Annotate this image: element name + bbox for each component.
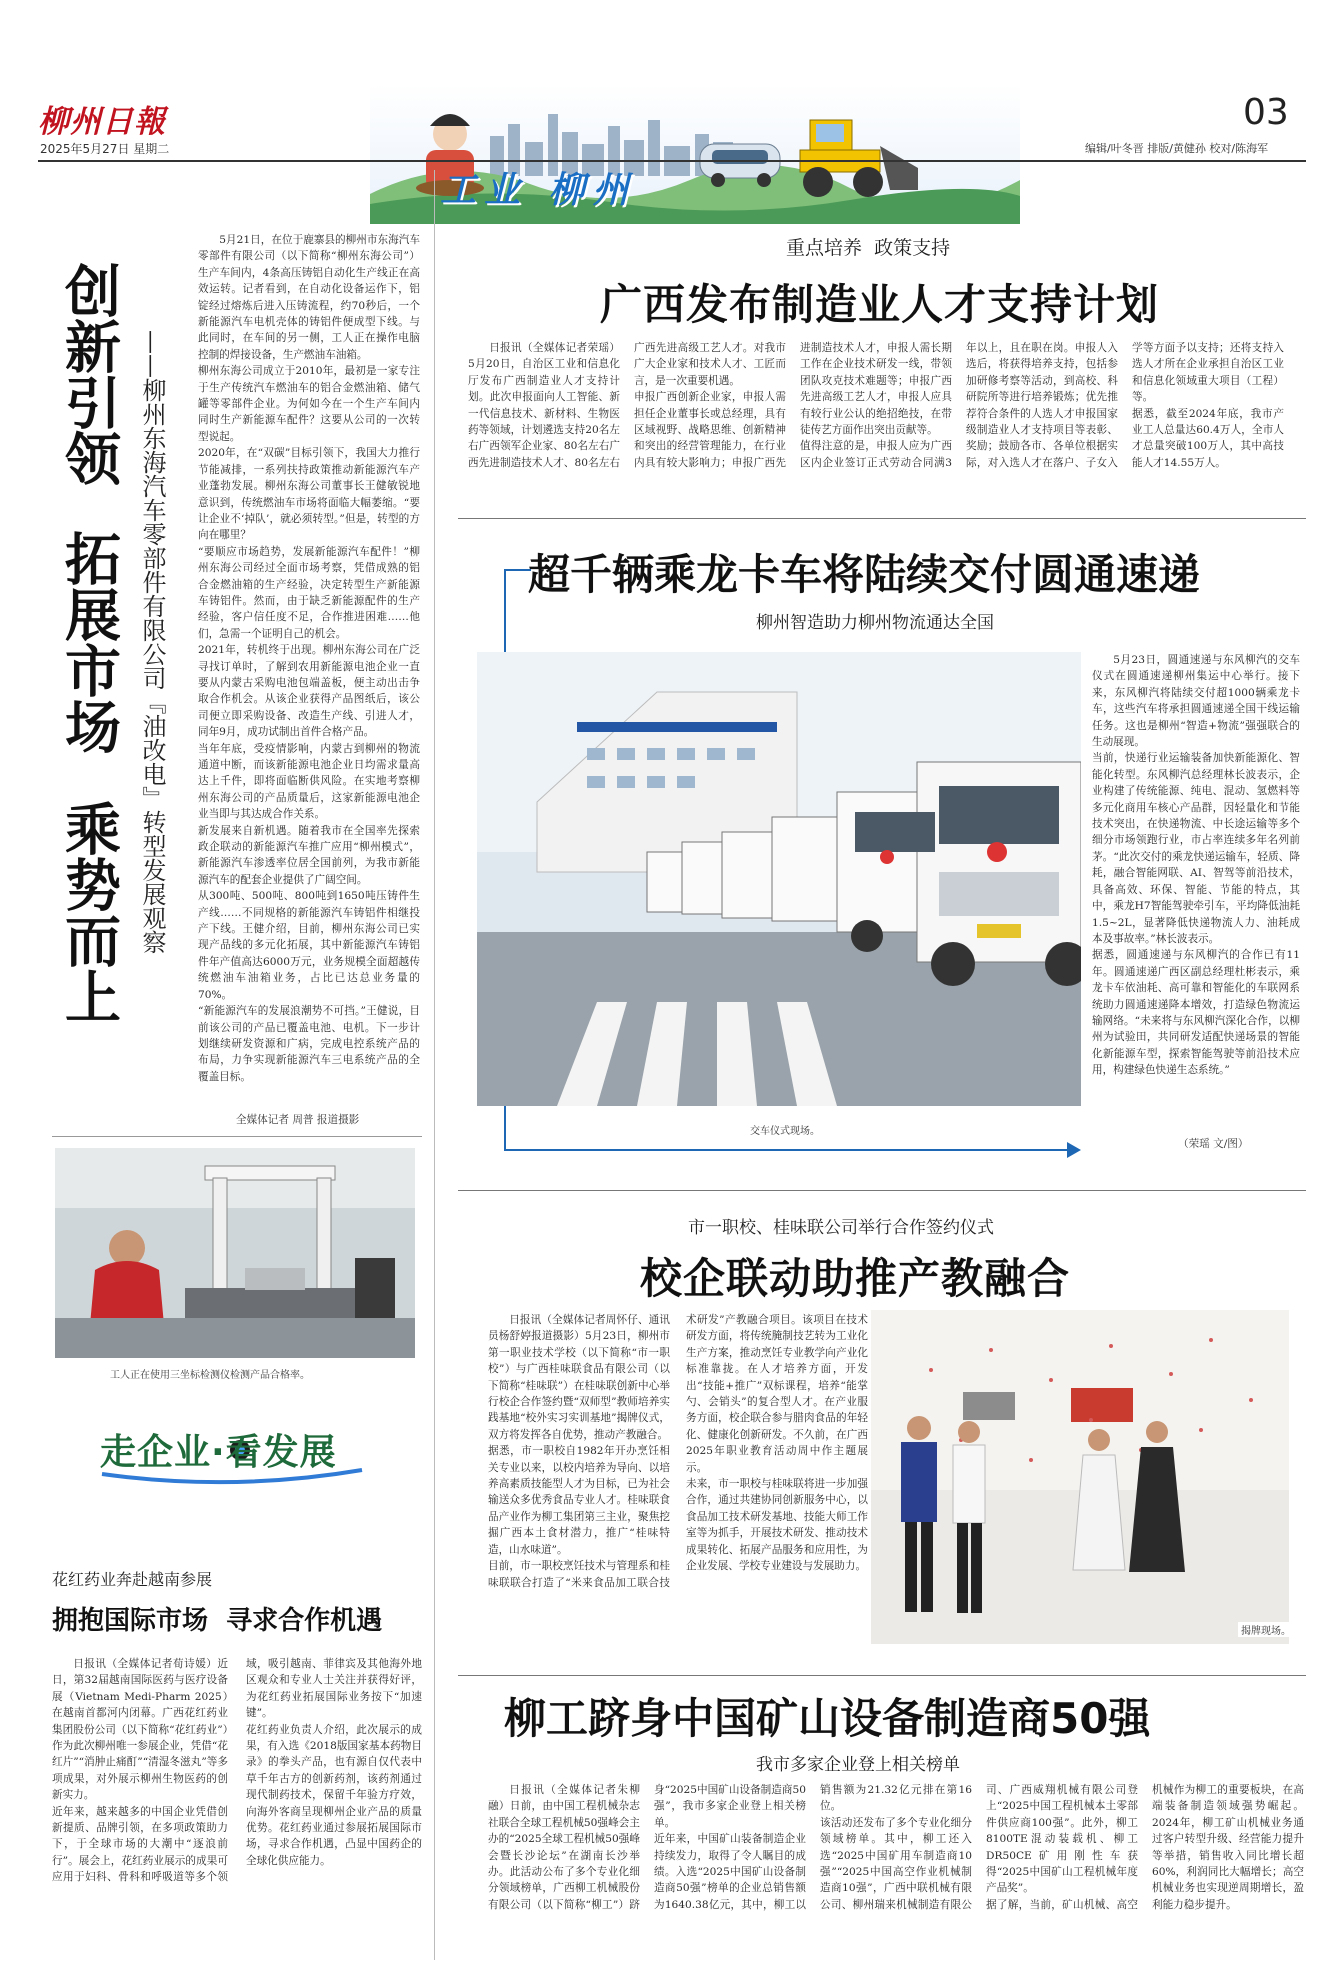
liugong-article-body: 日报讯（全媒体记者朱柳融）日前，由中国工程机械杂志社联合全球工程机械50强峰会主办的“2025全球工程机械50强峰会暨长沙论坛”在湖南长沙举办。此活动公布了多个专业化细分领域榜单，广西柳工机械股份有限公司（以下简称“柳工”）跻身“2025中国矿山设备制造商50强”，我市多家企业登上相关榜单。 近年来，中国矿山装备制造企业持续发力，取得了令人瞩目的成绩。入选“2025中国矿山设备制造商50强”榜单的企业总销售额为1640.38亿元，其中，柳工以销售额为21.32亿元排在第16位。 该活动还发布了多个专业化细分领域榜单。其中，柳工还入选“2025中国矿用车制造商10强”“2025中国高空作业机械制造商10强”，广西中联机械有限公司、柳州瑞来机械制造有限公司、广西威翔机械有限公司登上“2025中国工程机械本土零部件供应商100强”。此外，柳工8100TE混动装载机、柳工DR50CE矿用刚性车获得“2025中国矿山工程机械年度产品奖”。 据了解，当前，矿山机械、高空机械作为柳工的重要板块，在高端装备制造领域强势崛起。2024年，柳工矿山机械业务通过客户转型升级、经营能力提升等举措，销售收入同比增长超60%，利润同比大幅增长；高空机械业务也实现逆周期增长，盈利能力稳步提升。: [488, 1784, 1304, 1911]
truck-headline: 超千辆乘龙卡车将陆续交付圆通速递: [528, 550, 1201, 599]
talent-divider: [458, 518, 1306, 519]
left-article-byline: 全媒体记者 周普 报道摄影: [236, 1114, 360, 1126]
left-headline-col2: 拓展市场: [56, 530, 122, 754]
issue-date: 2025年5月27日 星期二: [40, 142, 170, 156]
pharma-kicker: 花红药业奔赴越南参展: [52, 1570, 213, 1589]
school-divider: [458, 1675, 1306, 1676]
talent-kicker: 重点培养 政策支持: [786, 237, 951, 259]
truck-delivery-photo: [477, 652, 1081, 1106]
truck-article-byline: （荣瑶 文/图）: [1178, 1138, 1249, 1150]
left-subtitle: ——柳州东海汽车零部件有限公司『油改电』转型发展观察: [138, 330, 166, 954]
column-logo-text: 走企业·看发展: [100, 1432, 337, 1473]
school-headline: 校企联动助推产教融合: [640, 1254, 1071, 1303]
left-headline-col3: 乘势而上: [56, 800, 122, 1024]
masthead-divider: [38, 160, 1306, 162]
left-headline-col1: 创新引领: [56, 262, 122, 486]
masthead-logo: 柳州日報: [38, 104, 166, 140]
inspection-photo: [55, 1148, 415, 1358]
pharma-headline: 拥抱国际市场 寻求合作机遇: [52, 1606, 383, 1636]
talent-headline: 广西发布制造业人才支持计划: [600, 280, 1160, 329]
page-number: 03: [1243, 92, 1289, 133]
liugong-headline: 柳工跻身中国矿山设备制造商50强: [504, 1694, 1151, 1743]
left-column-rule: [434, 170, 435, 1960]
liugong-subtitle: 我市多家企业登上相关榜单: [756, 1755, 960, 1775]
inspection-photo-caption: 工人正在使用三坐标检测仪检测产品合格率。: [110, 1370, 310, 1381]
left-article-body: 5月21日，在位于鹿寨县的柳州市东海汽车零部件有限公司（以下简称“柳州东海公司”）生产车间内，4条高压铸铝自动化生产线正在高效运转。记者看到，在自动化设备运作下，铝锭经过熔炼后进入压铸流程，约70秒后，一个新能源汽车电机壳体的铸铝件便成型下线。与此同时，在车间的另一侧，工人正在操作电脑控制的焊接设备，生产燃油车油箱。 柳州东海公司成立于2010年，最初是一家专注于生产传统汽车燃油车的铝合金燃油箱、储气罐等零部件企业。为何如今在一个生产车间内同时生产新能源车配件？这要从公司的一次转型说起。 2020年，在“双碳”目标引领下，我国大力推行节能减排，一系列扶持政策推动新能源汽车产业蓬勃发展。柳州东海公司董事长王健敏锐地意识到，传统燃油车市场将面临大幅萎缩。“要让企业不‘掉队’，就必须转型。”但是，转型的方向在哪里？ “要顺应市场趋势，发展新能源汽车配件！”柳州东海公司经过全面市场考察，凭借成熟的铝合金燃油箱的生产经验，决定转型生产新能源车铸铝件。然而，由于缺乏新能源配件的生产经验，客户信任度不足，合作推进困难……他们，急需一个证明自己的机会。 2021年，转机终于出现。柳州东海公司在广泛寻找订单时，了解到农用新能源电池企业一直要从内蒙古采购电池包端盖板，便主动出击争取合作机会。从该企业获得产品图纸后，该公司便立即采购设备、改造生产线、引进人才，同年9月，成功试制出首件合格产品。 当年年底，受疫情影响，内蒙古到柳州的物流通道中断，而该新能源电池企业日均需求量高达上千件，即将面临断供风险。在实地考察柳州东海公司的产品质量后，这家新能源电池企业当即与其达成合作关系。 新发展来自新机遇。随着我市在全国率先探索政企联动的新能源汽车推广应用“柳州模式”，新能源汽车渗透率位居全国前列，为我市新能源汽车的配套企业提供了广阔空间。 从300吨、500吨、800吨到1650吨压铸件生产线……不同规格的新能源汽车铸铝件相继投产下线。王健介绍，目前，柳州东海公司已实现产品线的多元化拓展，其中新能源汽车铸铝件年产值高达6000万元，业务规模全面超越传统燃油车油箱业务，占比已达总业务量的70%。 “新能源汽车的发展浪潮势不可挡。”王健说，目前该公司的产品已覆盖电池、电机。下一步计划继续研发资源和广病，完成电控系统产品的布局，力争实现新能源汽车三电系统产品的全覆盖目标。: [198, 234, 420, 1083]
section-banner: [370, 84, 1020, 224]
school-article-body: 日报讯（全媒体记者周怀仔、通讯员杨舒婷报道摄影）5月23日，柳州市第一职业技术学校（以下简称“市一职校”）与广西桂味联食品有限公司（以下简称“桂味联”）在桂味联创新中心举行校企合作签约暨“双师型”教师培养实践基地“校外实习实训基地”揭牌仪式，双方将发挥各自优势，推动产教融合。 据悉，市一职校自1982年开办烹饪相关专业以来，以校内培养为导向、以培养高素质技能型人才为目标，已为社会输送众多优秀食品专业人才。桂味联食品产业作为柳工集团第三主业，聚焦挖掘广西本土食材潜力，推广“桂味特造，山水味道”。 目前，市一职校烹饪技术与管理系和桂味联联合打造了“米来食品加工联合技术研发”产教融合项目。该项目在技术研发方面，将传统腌制技艺转为工业化生产方案，推动烹饪专业教学向产业化标准靠拢。在人才培养方面，开发出“技能+推广”双标课程，培养“能掌勺、会销头”的复合型人才。在产业服务方面，校企联合参与腊肉食品的年轻化、健康化创新研发。不久前，在广西2025年职业教育活动周中作主题展示。 未来，市一职校与桂味联将进一步加强合作，通过共建协同创新服务中心，以食品加工技术研发基地、技能大师工作室等为抓手，开展技术研发、推动技术成果转化、拓展产品服务和应用性，为企业发展、学校专业建设与发展助力。: [488, 1314, 868, 1589]
truck-photo-caption: 交车仪式现场。: [750, 1126, 820, 1137]
talent-article-body: 日报讯（全媒体记者荣瑶）5月20日，自治区工业和信息化厅发布广西制造业人才支持计划。此次申报面向人工智能、新一代信息技术、新材料、生物医药等领域，计划遴选支持20名左右广西领军企业家、80名左右广西先进制造技术人才、80名左右广西先进高级工艺人才。对我市广大企业家和技术人才、工匠而言，是一次重要机遇。 申报广西创新企业家，申报人需担任企业董事长或总经理，具有区域视野、战略思维、创新精神和突出的经营管理能力，在行业内具有较大影响力；申报广西先进制造技术人才，申报人需长期工作在企业技术研发一线，带领团队攻克技术难题等；申报广西先进高级工艺人才，申报人应具有较行业公认的绝招绝技，在带徒传艺方面作出突出贡献等。 值得注意的是，申报人应为广西区内企业签订正式劳动合同满3年以上，且在职在岗。申报人入选后，将获得培养支持，包括参加研修考察等活动，到高校、科研院所等进行培养锻炼；优先推荐符合条件的人选人才申报国家级制造业人才支持项目等表彰、奖励；鼓励各市、各单位根据实际，对入选人才在落户、子女入学等方面予以支持；还将支持入选人才所在企业承担自治区工业和信息化领域重大项目（工程）等。 据悉，截至2024年底，我市产业工人总量达60.4万人，全市人才总量突破100万人，其中高技能人才14.55万人。: [468, 342, 1284, 469]
left-article-divider: [52, 1136, 422, 1137]
pharma-article-body: 日报讯（全媒体记者荀诗媛）近日，第32届越南国际医药与医疗设备展（Vietnam Medi-Pharm 2025）在越南首都河内闭幕。广西花红药业集团股份公司（以下简称“花红药业”）作为此次柳州唯一参展企业，凭借“花红片”“消肿止痛酊”“清湿冬滋丸”等多项成果，对外展示柳州生物医药的创新实力。 近年来，越来越多的中国企业凭借创新提质、品牌引领，在多项政策助力下，于全球市场的大潮中“逐浪前行”。展会上，花红药业展示的成果可应用于妇科、骨科和呼吸道等多个领域，吸引越南、菲律宾及其他海外地区观众和专业人士关注并获得好评，为花红药业拓展国际业务按下“加速键”。 花红药业负责人介绍，此次展示的成果，有入选《2018版国家基本药物目录》的拳头产品，也有源自仅代表中草千年古方的创新药剂，该药剂通过现代制药技术，保留千年验方疗效，向海外客商呈现柳州企业产品的质量优势。花红药业通过参展拓展国际市场，寻求合作机遇，凸显中国药企的全球化供应能力。: [52, 1658, 422, 1884]
plaque-photo-caption: 揭牌现场。: [1238, 1622, 1294, 1637]
school-kicker: 市一职校、桂味联公司举行合作签约仪式: [688, 1218, 994, 1238]
column-logo-walk-enterprise: [92, 1420, 372, 1488]
section-title: 工业 柳州: [440, 170, 637, 211]
editor-credits: 编辑/叶冬晋 排版/黄健孙 校对/陈海军: [1085, 142, 1269, 155]
plaque-unveiling-photo: [871, 1310, 1289, 1644]
truck-subtitle: 柳州智造助力柳州物流通达全国: [756, 613, 994, 633]
truck-article-body: 5月23日，圆通速递与东风柳汽的交车仪式在圆通速递柳州集运中心举行。接下来，东风柳汽将陆续交付超1000辆乘龙卡车，这些汽车将承担圆通速递全国干线运输任务。这也是柳州“智造+物流”强强联合的生动展现。 当前，快递行业运输装备加快新能源化、智能化转型。东风柳汽总经理林长波表示，企业构建了传统能源、纯电、混动、氢燃料等多元化商用车核心产品群，因轻量化和节能技术突出，在快递物流、中长途运输等多个细分市场领跑行业，市占率连续多年名列前茅。“此次交付的乘龙快递运输车，轻质、降耗，融合智能网联、AI、智驾等前沿技术，具备高效、环保、智能、节能的特点，其中，乘龙H7智能驾驶牵引车，平均降低油耗1.5~2L，显著降低快递物流人力、油耗成本及事故率。”林长波表示。 据悉，圆通速递与东风柳汽的合作已有11年。圆通速递广西区副总经理杜彬表示，乘龙卡车依油耗、高可靠和智能化的车联网系统助力圆通速递降本增效，打造绿色物流运输网络。“未来将与东风柳汽深化合作，以柳州为试验田，共同研发适配快递场景的智能化新能源车型，探索智能驾驶等前沿技术应用，构建绿色快递生态系统。”: [1092, 654, 1300, 1077]
arrow-right-icon: [1067, 1142, 1081, 1158]
truck-divider: [458, 1190, 1306, 1191]
